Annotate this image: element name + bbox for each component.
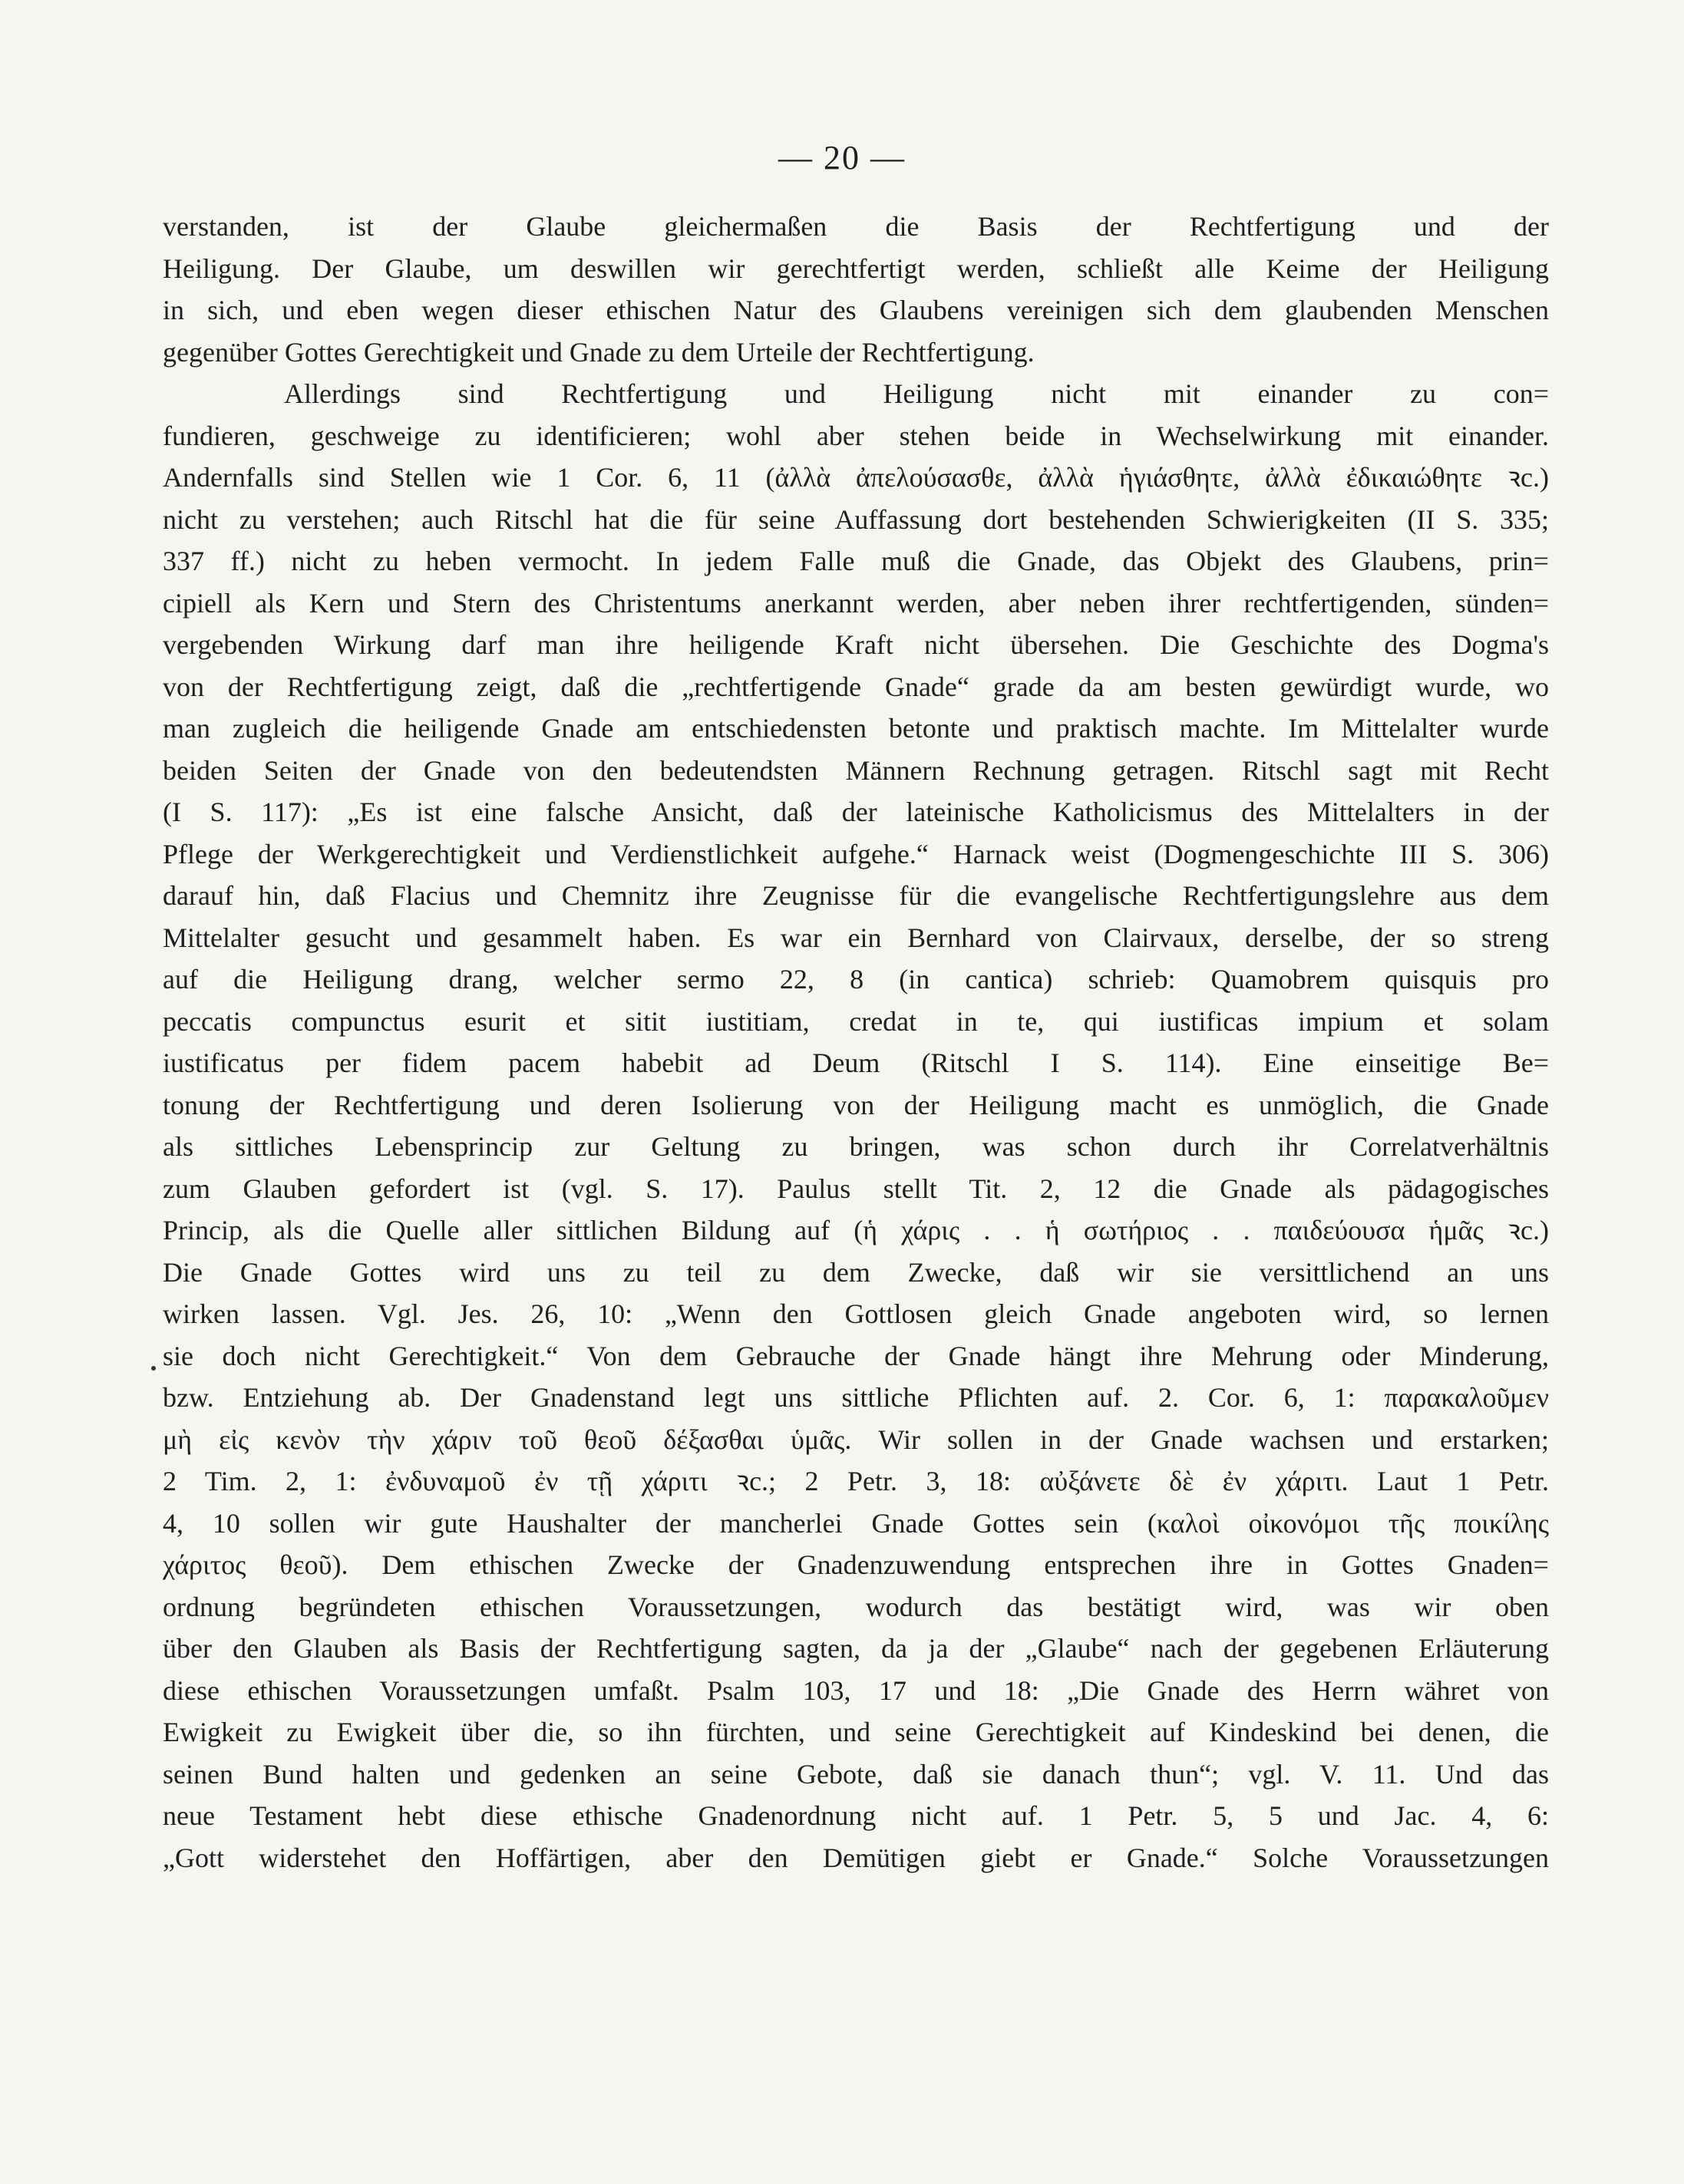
text-line: (I S. 117): „Es ist eine falsche Ansicht, daß der lateinische Katholicismus des Mittelalters in der <box>163 797 1549 827</box>
text-line: wirken lassen. Vgl. Jes. 26, 10: „Wenn den Gottlosen gleich Gnade angeboten wird, so lernen <box>163 1298 1549 1329</box>
text-line: iustificatus per fidem pacem habebit ad Deum (Ritschl I S. 114). Eine einseitige Be= <box>163 1047 1549 1078</box>
text-line: vergebenden Wirkung darf man ihre heiligende Kraft nicht übersehen. Die Geschichte des Dogma's <box>163 629 1549 660</box>
body-text <box>163 206 1549 1879</box>
text-line: darauf hin, daß Flacius und Chemnitz ihre Zeugnisse für die evangelische Rechtfertigungslehre aus dem <box>163 880 1549 911</box>
ink-speck <box>151 1366 156 1371</box>
text-line: ordnung begründeten ethischen Voraussetzungen, wodurch das bestätigt wird, was wir oben <box>163 1591 1549 1622</box>
text-line: tonung der Rechtfertigung und deren Isolierung von der Heiligung macht es unmöglich, die Gnade <box>163 1089 1549 1120</box>
text-line: sie doch nicht Gerechtigkeit.“ Von dem Gebrauche der Gnade hängt ihre Mehrung oder Minderung, <box>163 1340 1549 1371</box>
text-line: Ewigkeit zu Ewigkeit über die, so ihn fürchten, und seine Gerechtigkeit auf Kindeskind bei denen, die <box>163 1717 1549 1747</box>
text-line: „Gott widerstehet den Hoffärtigen, aber den Demütigen giebt er Gnade.“ Solche Voraussetzungen <box>163 1842 1549 1873</box>
text-line: gegenüber Gottes Gerechtigkeit und Gnade zu dem Urteile der Rechtfertigung. <box>163 336 1035 368</box>
text-line: 337 ff.) nicht zu heben vermocht. In jedem Falle muß die Gnade, das Objekt des Glaubens, prin= <box>163 546 1549 576</box>
page-number: — 20 — <box>778 139 906 177</box>
text-line: Mittelalter gesucht und gesammelt haben. Es war ein Bernhard von Clairvaux, derselbe, der so streng <box>163 922 1549 953</box>
text-line: in sich, und eben wegen dieser ethischen Natur des Glaubens vereinigen sich dem glaubenden Menschen <box>163 295 1549 325</box>
text-line: neue Testament hebt diese ethische Gnadenordnung nicht auf. 1 Petr. 5, 5 und Jac. 4, 6: <box>163 1800 1549 1831</box>
text-line: auf die Heiligung drang, welcher sermo 22, 8 (in cantica) schrieb: Quamobrem quisquis pro <box>163 964 1549 995</box>
text-line: beiden Seiten der Gnade von den bedeutendsten Männern Rechnung getragen. Ritschl sagt mit Recht <box>163 754 1549 786</box>
text-line: Princip, als die Quelle aller sittlichen Bildung auf (ἡ χάρις . . ἡ σωτήριος . . παιδεύουσα ἡμᾶς ꝛc.) <box>163 1215 1549 1245</box>
text-line: als sittliches Lebensprincip zur Geltung zu bringen, was schon durch ihr Correlatverhältnis <box>163 1131 1549 1162</box>
text-line: seinen Bund halten und gedenken an seine Gebote, daß sie danach thun“; vgl. V. 11. Und das <box>163 1758 1549 1790</box>
text-line: man zugleich die heiligende Gnade am entschiedensten betonte und praktisch machte. Im Mittelalter wurde <box>163 713 1549 744</box>
text-line: bzw. Entziehung ab. Der Gnadenstand legt uns sittliche Pflichten auf. 2. Cor. 6, 1: παρακαλοῦμεν <box>163 1382 1549 1413</box>
text-line: Andernfalls sind Stellen wie 1 Cor. 6, 11 (ἀλλὰ ἀπελούσασθε, ἀλλὰ ἡγιάσθητε, ἀλλὰ ἐδικαιώθητε ꝛc.) <box>163 462 1549 493</box>
text-line: Die Gnade Gottes wird uns zu teil zu dem Zwecke, daß wir sie versittlichend an uns <box>163 1256 1549 1288</box>
text-line: nicht zu verstehen; auch Ritschl hat die für seine Auffassung dort bestehenden Schwierigkeiten (II S. 335; <box>163 503 1549 535</box>
text-line: zum Glauben gefordert ist (vgl. S. 17). Paulus stellt Tit. 2, 12 die Gnade als pädagogisches <box>163 1173 1549 1204</box>
text-line: fundieren, geschweige zu identificieren; wohl aber stehen beide in Wechselwirkung mit einander. <box>163 420 1549 451</box>
text-line: 2 Tim. 2, 1: ἐνδυναμοῦ ἐν τῇ χάριτι ꝛc.; 2 Petr. 3, 18: αὐξάνετε δὲ ἐν χάριτι. Laut 1 Petr. <box>163 1466 1549 1496</box>
text-line: peccatis compunctus esurit et sitit iustitiam, credat in te, qui iustificas impium et solam <box>163 1005 1549 1037</box>
text-line: Heiligung. Der Glaube, um deswillen wir gerechtfertigt werden, schließt alle Keime der Heiligung <box>163 252 1549 284</box>
text-line: von der Rechtfertigung zeigt, daß die „rechtfertigende Gnade“ grade da am besten gewürdigt wurde, wo <box>163 671 1549 702</box>
text-line: cipiell als Kern und Stern des Christentums anerkannt werden, aber neben ihrer rechtfertigenden, sünden= <box>163 587 1549 619</box>
text-line: 4, 10 sollen wir gute Haushalter der mancherlei Gnade Gottes sein (καλοὶ οἰκονόμοι τῆς ποικίλης <box>163 1507 1549 1539</box>
text-line: diese ethischen Voraussetzungen umfaßt. Psalm 103, 17 und 18: „Die Gnade des Herrn währet von <box>163 1674 1549 1706</box>
text-line: verstanden, ist der Glaube gleichermaßen die Basis der Rechtfertigung und der <box>163 211 1549 242</box>
text-line: μὴ εἰς κενὸν τὴν χάριν τοῦ θεοῦ δέξασθαι ὑμᾶς. Wir sollen in der Gnade wachsen und erstarken; <box>163 1424 1549 1455</box>
text-line: Allerdings sind Rechtfertigung und Heiligung nicht mit einander zu con= <box>284 378 1549 409</box>
text-line: Pflege der Werkgerechtigkeit und Verdienstlichkeit aufgehe.“ Harnack weist (Dogmengeschichte III S. 306) <box>163 838 1549 869</box>
text-line: χάριτος θεοῦ). Dem ethischen Zwecke der Gnadenzuwendung entsprechen ihre in Gottes Gnaden= <box>163 1549 1549 1580</box>
text-line: über den Glauben als Basis der Rechtfertigung sagten, da ja der „Glaube“ nach der gegebenen Erläuterung <box>163 1633 1549 1664</box>
